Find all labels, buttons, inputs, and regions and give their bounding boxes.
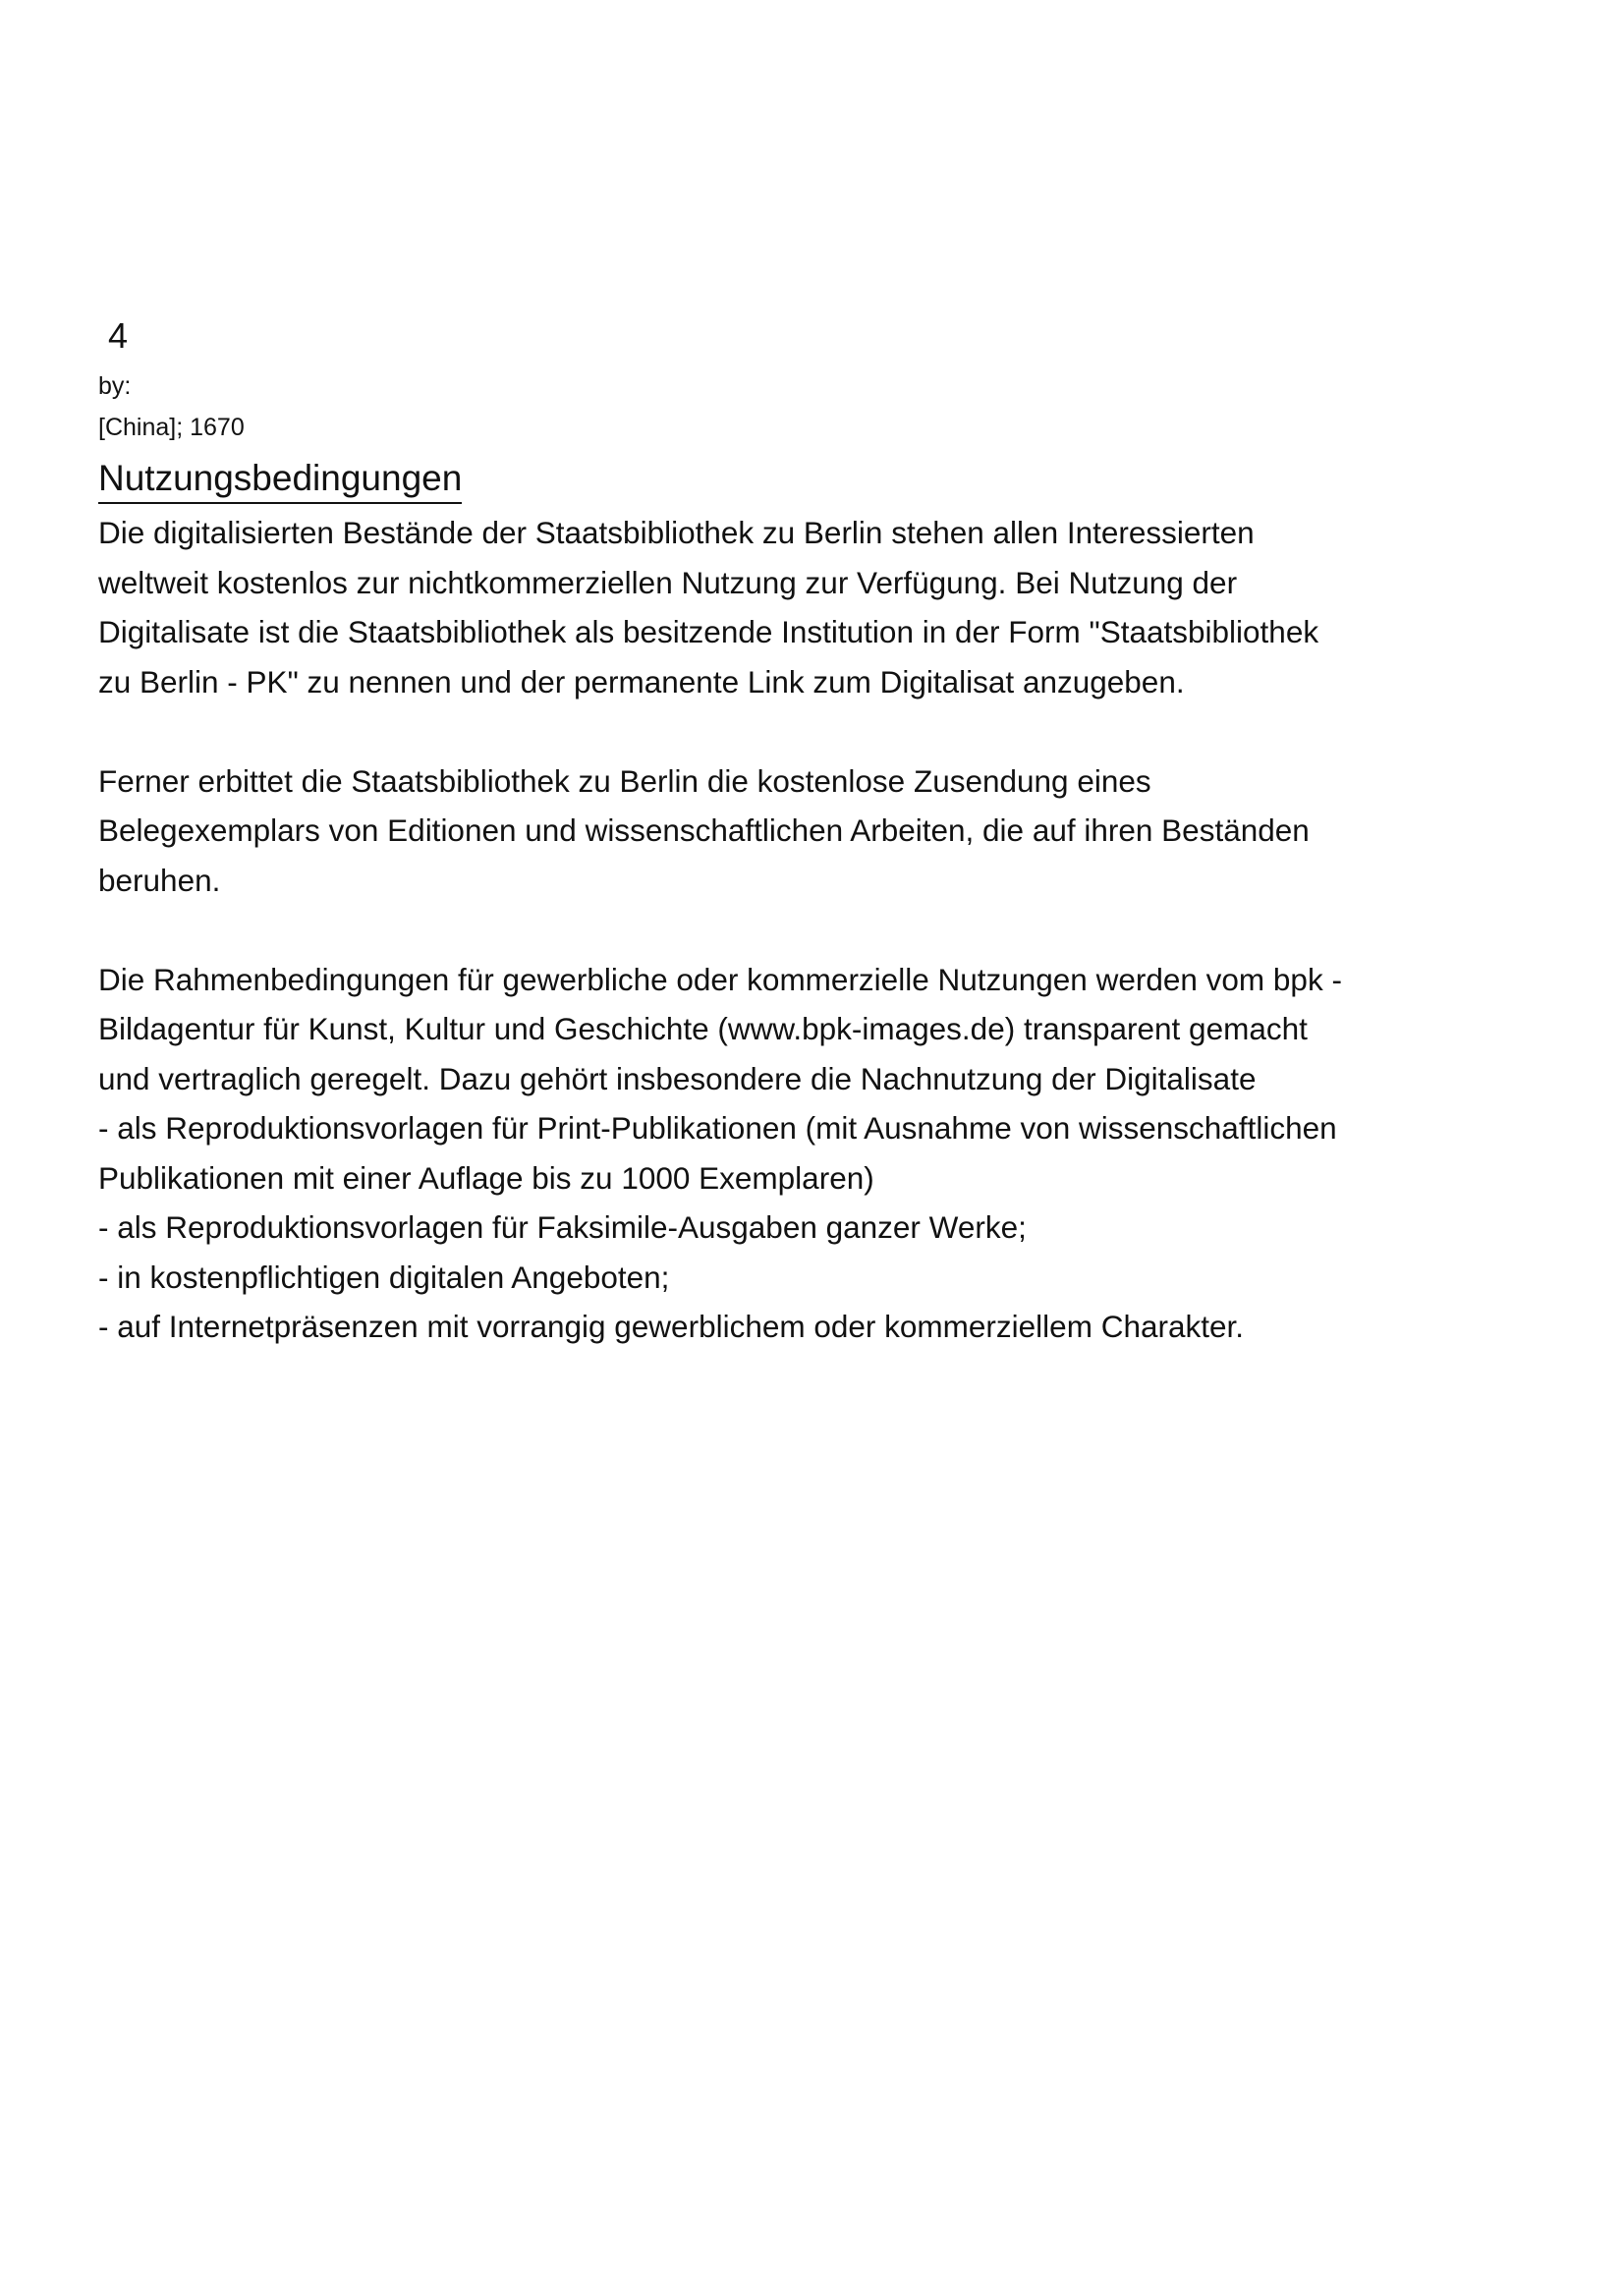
text-line: Belegexemplars von Editionen und wissenschaftlichen Arbeiten, die auf ihren Beständen — [98, 812, 1310, 848]
terms-paragraph-2 — [98, 756, 1493, 906]
text-line: Bildagentur für Kunst, Kultur und Geschichte (www.bpk-images.de) transparent gemacht — [98, 1011, 1308, 1046]
text-line: Die Rahmenbedingungen für gewerbliche oder kommerzielle Nutzungen werden vom bpk - — [98, 961, 1342, 997]
list-item-internet: - auf Internetpräsenzen mit vorrangig gewerblichem oder kommerziellem Charakter. — [98, 1309, 1245, 1344]
list-item-print: - als Reproduktionsvorlagen für Print-Publikationen (mit Ausnahme von wissenschaftlichen — [98, 1110, 1337, 1146]
text-line: weltweit kostenlos zur nichtkommerziellen Nutzung zur Verfügung. Bei Nutzung der — [98, 564, 1238, 600]
text-line: Ferner erbittet die Staatsbibliothek zu Berlin die kostenlose Zusendung eines — [98, 762, 1151, 799]
text-line: und vertraglich geregelt. Dazu gehört insbesondere die Nachnutzung der Digitalisate — [98, 1060, 1257, 1096]
list-item-facsimile: - als Reproduktionsvorlagen für Faksimile-Ausgaben ganzer Werke; — [98, 1209, 1027, 1245]
list-item-digital: - in kostenpflichtigen digitalen Angeboten; — [98, 1259, 670, 1295]
terms-paragraph-1 — [98, 508, 1493, 706]
text-line: Publikationen mit einer Auflage bis zu 1000 Exemplaren) — [98, 1159, 874, 1196]
terms-heading: Nutzungsbedingungen — [98, 457, 462, 504]
terms-body — [98, 508, 1493, 1352]
text-line: Die digitalisierten Bestände der Staatsbibliothek zu Berlin stehen allen Interessierten — [98, 515, 1255, 550]
record-place-date: [China]; 1670 — [98, 414, 245, 441]
text-line: beruhen. — [98, 862, 221, 898]
record-title: 4 — [108, 315, 129, 356]
terms-paragraph-3 — [98, 955, 1493, 1352]
record-author-label: by: — [98, 372, 132, 400]
text-line: Digitalisate ist die Staatsbibliothek als besitzende Institution in der Form "Staatsbibliothek — [98, 614, 1319, 649]
text-line: zu Berlin - PK" zu nennen und der permanente Link zum Digitalisat anzugeben. — [98, 663, 1185, 700]
